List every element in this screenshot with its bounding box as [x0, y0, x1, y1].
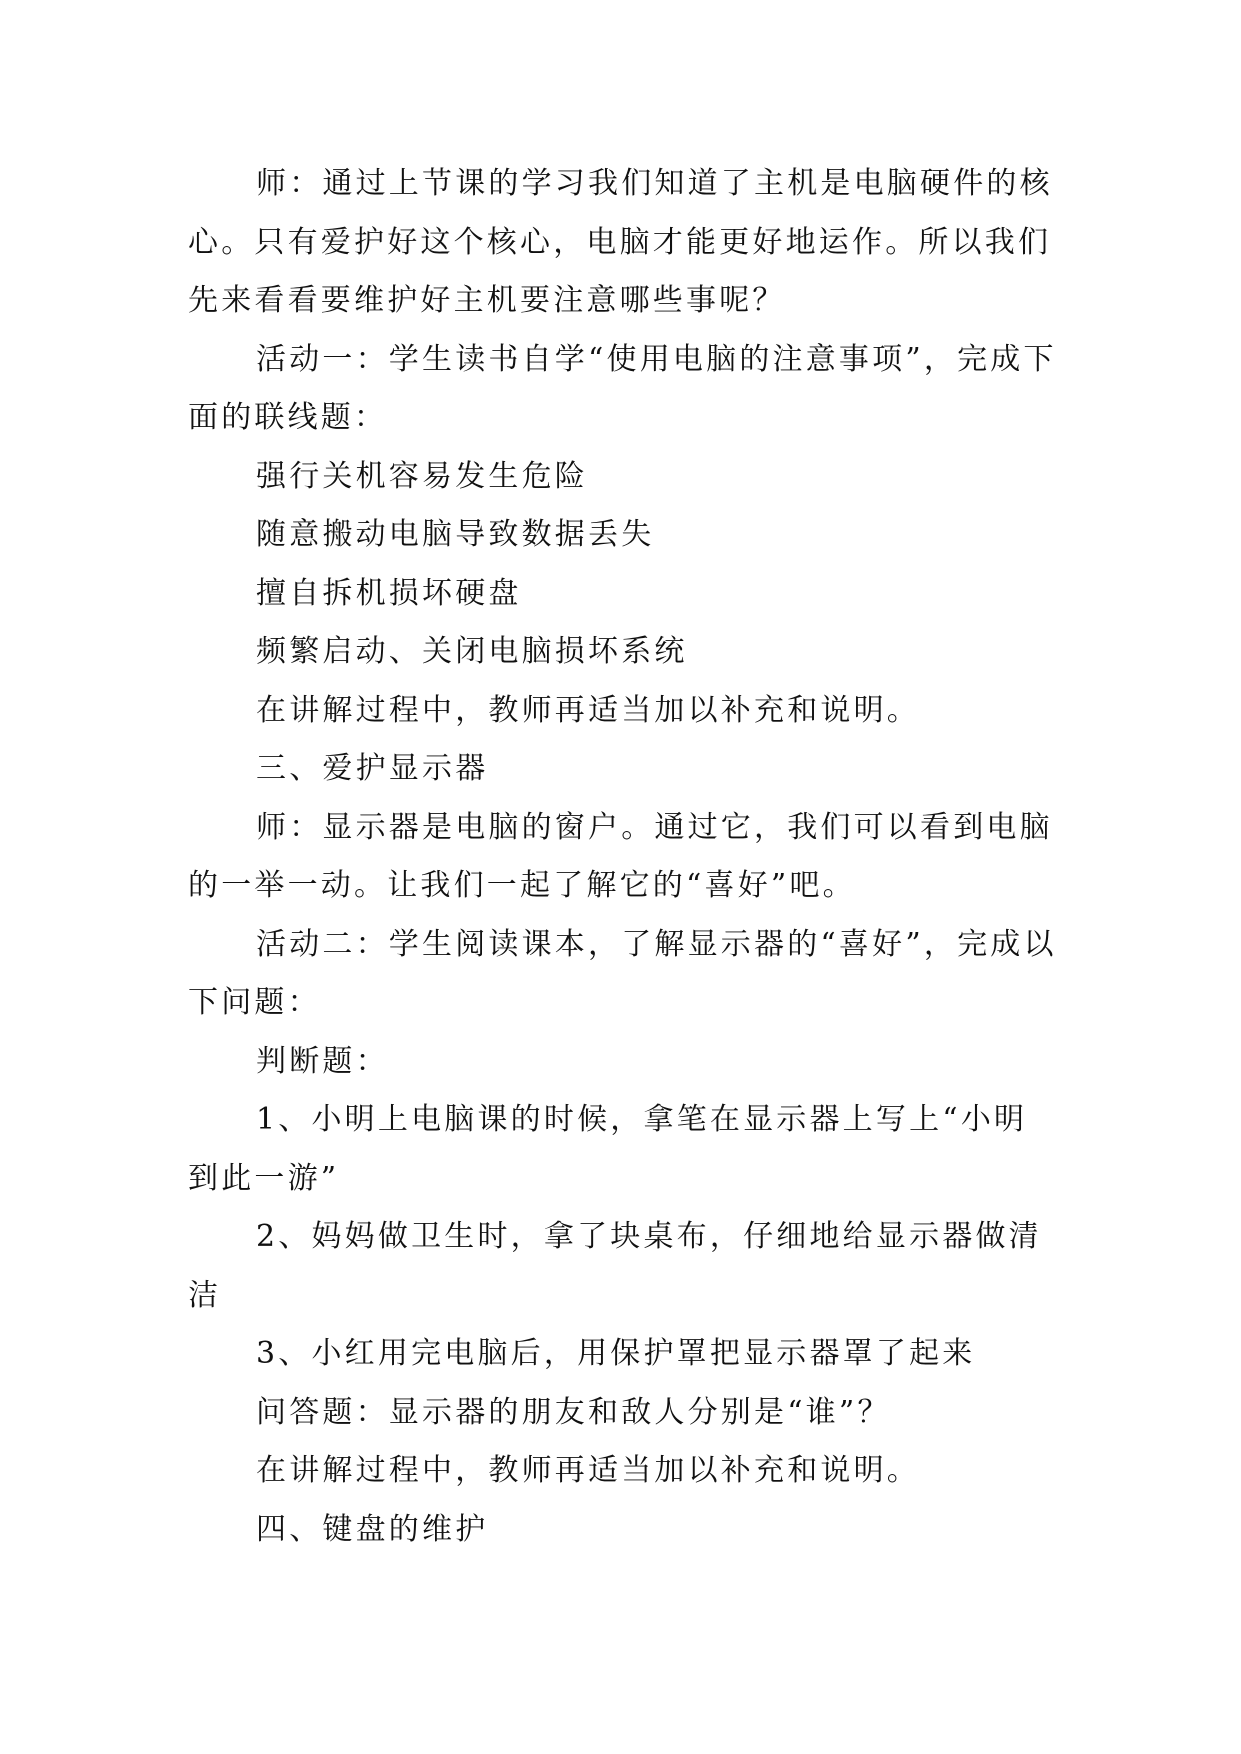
true-false-item-1: 1、小明上电脑课的时候，拿笔在显示器上写上“小明到此一游” — [188, 1102, 1028, 1196]
paragraph-teacher-monitor: 师：显示器是电脑的窗户。通过它，我们可以看到电脑的一举一动。让我们一起了解它的“喜好”吧。 — [188, 809, 1053, 903]
paragraph-teacher-intro: 师：通过上节课的学习我们知道了主机是电脑硬件的核心。只有爱护好这个核心，电脑才能更好地运作。所以我们先来看看要维护好主机要注意哪些事呢？ — [188, 166, 1053, 318]
paragraph-explanation-1: 在讲解过程中，教师再适当加以补充和说明。 — [256, 692, 920, 728]
matching-item-4: 频繁启动、关闭电脑损坏系统 — [256, 634, 688, 669]
section-heading-keyboard: 四、键盘的维护 — [256, 1511, 489, 1547]
document-body — [188, 155, 1058, 1559]
true-false-heading: 判断题： — [256, 1043, 389, 1079]
paragraph-activity-two: 活动二：学生阅读课本，了解显示器的“喜好”，完成以下问题： — [188, 926, 1057, 1020]
section-heading-monitor: 三、爱护显示器 — [256, 751, 489, 786]
matching-item-3: 擅自拆机损坏硬盘 — [256, 575, 522, 611]
true-false-item-3: 3、小红用完电脑后，用保护罩把显示器罩了起来 — [256, 1336, 976, 1371]
question-answer-item: 问答题：显示器的朋友和敌人分别是“谁”？ — [256, 1394, 891, 1430]
paragraph-explanation-2: 在讲解过程中，教师再适当加以补充和说明。 — [256, 1453, 920, 1488]
true-false-item-2: 2、妈妈做卫生时，拿了块桌布，仔细地给显示器做清洁 — [188, 1219, 1042, 1313]
matching-item-2: 随意搬动电脑导致数据丢失 — [256, 517, 655, 552]
matching-item-1: 强行关机容易发生危险 — [256, 458, 588, 494]
paragraph-activity-one: 活动一：学生读书自学“使用电脑的注意事项”，完成下面的联线题： — [188, 341, 1057, 435]
